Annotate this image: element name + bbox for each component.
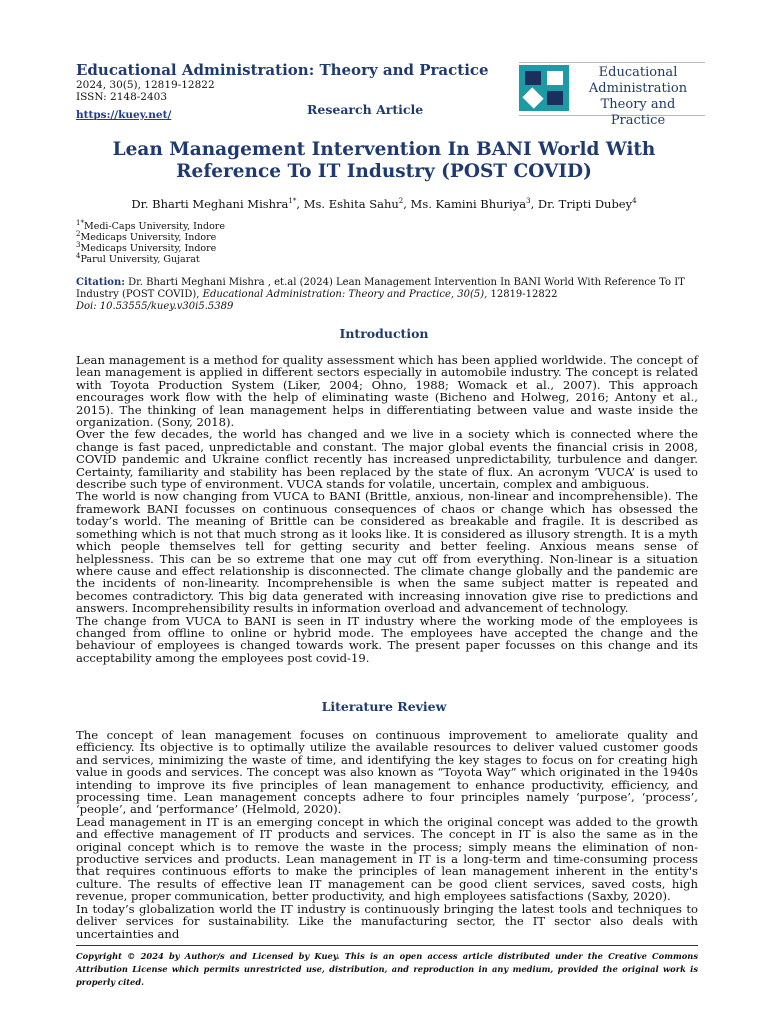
copyright-footer: Copyright © 2024 by Author/s and Licensed by Kuey. This is an open access article distributed under the Creative Commons Attribution License which permits unrestricted use, distribution, and reproduction in any medium, provided the original work is properly cited. (76, 951, 698, 987)
paragraph: The change from VUCA to BANI is seen in IT industry where the working mode of the employees is changed from offline to online or hybrid mode. The employees have accepted the change and the behaviour of employees is changed towards work. The present paper focusses on this change and its acceptability among the employees post covid-19. (76, 613, 698, 665)
issn: ISSN: 2148-2403 (76, 91, 168, 103)
paragraph: In today’s globalization world the IT industry is continuously bringing the latest tools and techniques to deliver services for sustainability. Like the manufacturing sector, the IT sector also deals with uncertainties and (76, 901, 698, 941)
affiliation-item: $^2$Medicaps University, Indore (76, 229, 217, 243)
author-name: Ms. Kamini Bhuriya (410, 197, 527, 211)
author-list: Dr. Bharti Meghani Mishra$^{1*}$, Ms. Eshita Sahu$^2$, Ms. Kamini Bhuriya$^3$, Dr. Tripti Dubey$^4$ (131, 197, 637, 211)
paragraph: Lead management in IT is an emerging concept in which the original concept was added to the growth and effective management of IT products and services. The concept in IT is also the same as in the original concept which is to remove the waste in the process; simply means the elimination of non-productive services and products. Lean management in IT is a long-term and time-consuming process that requires continuous efforts to make the principles of lean management inherent in the entity's culture. The results of effective lean IT management can be good client services, saved costs, high revenue, proper communication, better productivity, and high employees satisfactions (Saxby, 2020). (76, 814, 698, 904)
paragraph: Lean management is a method for quality assessment which has been applied worldwide. The concept of lean management is applied in different sectors especially in automobile industry. The concept is related with Toyota Production System (Liker, 2004; Ohno, 1988; Womack et al., 2007). This approach encourages work flow with the help of eliminating waste (Bicheno and Holweg, 2016; Antony et al., 2015). The thinking of lean management helps in differentiating between value and waste inside the organization. (Sony, 2018). (76, 353, 698, 430)
affiliations (76, 218, 476, 265)
doi: Doi: 10.53555/kuey.v30i5.5389 (76, 301, 234, 312)
article-type: Research Article (307, 102, 424, 117)
article-title: Lean Management Intervention In BANI World With Reference To IT Industry (POST COVID) (112, 139, 656, 182)
literature-review-body (76, 729, 698, 940)
citation-label: Citation: (76, 277, 125, 288)
journal-header (76, 61, 496, 122)
affiliation-item: $^{1*}$Medi-Caps University, Indore (76, 218, 225, 232)
volume-line: 2024, 30(5), 12819-12822 (76, 79, 215, 91)
author-name: Dr. Tripti Dubey (537, 197, 633, 211)
author-name: Dr. Bharti Meghani Mishra (131, 197, 289, 211)
journal-logo (519, 62, 705, 128)
paragraph: Over the few decades, the world has changed and we live in a society which is connected where the change is fast paced, unpredictable and constant. The major global events the financial crisis in 2008, COVID pandemic and Ukraine conflict recently has increased unpredictability, turbulence and danger. Certainty, familiarity and stability has been replaced by the state of flux. An acronym ‘VUCA’ is used to describe such type of environment. VUCA stands for volatile, uncertain, complex and ambiguous. (76, 427, 698, 492)
introduction-body (76, 354, 698, 664)
journal-title: Educational Administration: Theory and Practice (76, 61, 489, 79)
introduction-heading: Introduction (339, 326, 429, 341)
journal-url-link[interactable]: https://kuey.net/ (76, 109, 172, 121)
affiliation-item: $^3$Medicaps University, Indore (76, 240, 217, 254)
logo-text: Educational Administration Theory and Practice (588, 65, 688, 128)
logo-mark-icon (519, 65, 569, 111)
paragraph: The concept of lean management focuses on continuous improvement to ameliorate quality and efficiency. Its objective is to optimally utilize the available resources to deliver valued customer goods and services, minimizing the waste of time, and identifying the key stages to focus on for creating high value in goods and services. The concept was also known as “Toyota Way” which originated in the 1940s intending to improve its five principles of lean management to enhance productivity, efficiency, and processing time. Lean management concepts adhere to four principles namely ‘purpose’, ‘process’, ‘people’, and ‘performance’ (Helmold, 2020). (76, 728, 698, 817)
footer-divider (76, 945, 698, 946)
paragraph: The world is now changing from VUCA to BANI (Brittle, anxious, non-linear and incomprehensible). The framework BANI focusses on continuous consequences of chaos or change which has obsessed the today’s world. The meaning of Brittle can be considered as breakable and fragile. It is described as something which is not that much strong as it looks like. It is considered as illusory strength. It is a myth which people themselves tell for getting security and better feeling. Anxious means sense of helplessness. This can be so extreme that one may cut off from everything. Non-linear is a situation where cause and effect relationship is disconnected. The climate change globally and the pandemic are the incidents of non-linearity. Incomprehensible is when the same subject matter is repeated and becomes contradictory. This big data generated with increasing innovation give rise to predictions and answers. Incomprehensibility results in information overload and advancement of technology. (76, 489, 698, 616)
author-name: Ms. Eshita Sahu (303, 197, 399, 211)
citation-block: Citation: Dr. Bharti Meghani Mishra , et.al (2024) Lean Management Intervention In BANI World With Reference To IT Industry (POST COVID), Educational Administration: Theory and Practice, 30(5), 12819-12822 Doi: 10.53555/kuey.v30i5.5389 (76, 277, 685, 312)
literature-review-heading: Literature Review (321, 699, 447, 714)
affiliation-item: $^4$Parul University, Gujarat (76, 251, 200, 265)
